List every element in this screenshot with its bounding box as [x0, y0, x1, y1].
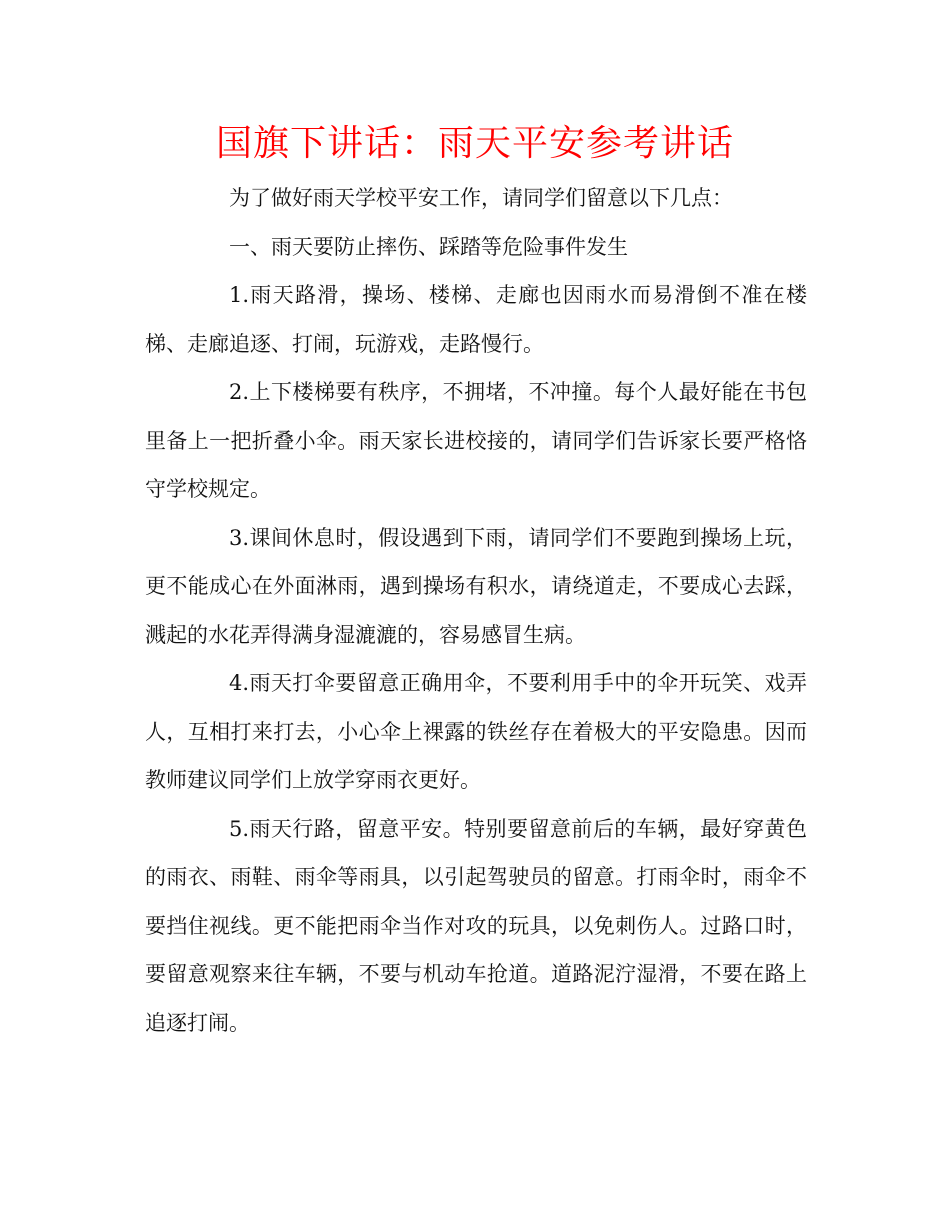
paragraph-item-3: 3.课间休息时，假设遇到下雨，请同学们不要跑到操场上玩，更不能成心在外面淋雨，遇到操场有积水，请绕道走，不要成心去踩，溅起的水花弄得满身湿漉漉的，容易感冒生病。 — [145, 525, 807, 647]
document-body — [145, 174, 807, 1047]
document-title: 国旗下讲话：雨天平安参考讲话 — [215, 123, 734, 164]
section-heading-1: 一、雨天要防止摔伤、踩踏等危险事件发生 — [229, 234, 628, 259]
paragraph-item-1: 1.雨天路滑，操场、楼梯、走廊也因雨水而易滑倒不准在楼梯、走廊追逐、打闹，玩游戏，走路慢行。 — [145, 283, 807, 356]
paragraph-item-4: 4.雨天打伞要留意正确用伞，不要利用手中的伞开玩笑、戏弄人，互相打来打去，小心伞上裸露的铁丝存在着极大的平安隐患。因而教师建议同学们上放学穿雨衣更好。 — [145, 671, 807, 792]
paragraph-item-5: 5.雨天行路，留意平安。特别要留意前后的车辆，最好穿黄色的雨衣、雨鞋、雨伞等雨具，以引起驾驶员的留意。打雨伞时，雨伞不要挡住视线。更不能把雨伞当作对攻的玩具，以免刺伤人。过路口时，要留意观察来往车辆，不要与机动车抢道。道路泥泞湿滑，不要在路上追逐打闹。 — [145, 816, 807, 1035]
paragraph-intro: 为了做好雨天学校平安工作，请同学们留意以下几点： — [229, 186, 733, 210]
paragraph-item-2: 2.上下楼梯要有秩序，不拥堵，不冲撞。每个人最好能在书包里备上一把折叠小伞。雨天家长进校接的，请同学们告诉家长要严格恪守学校规定。 — [145, 380, 807, 501]
